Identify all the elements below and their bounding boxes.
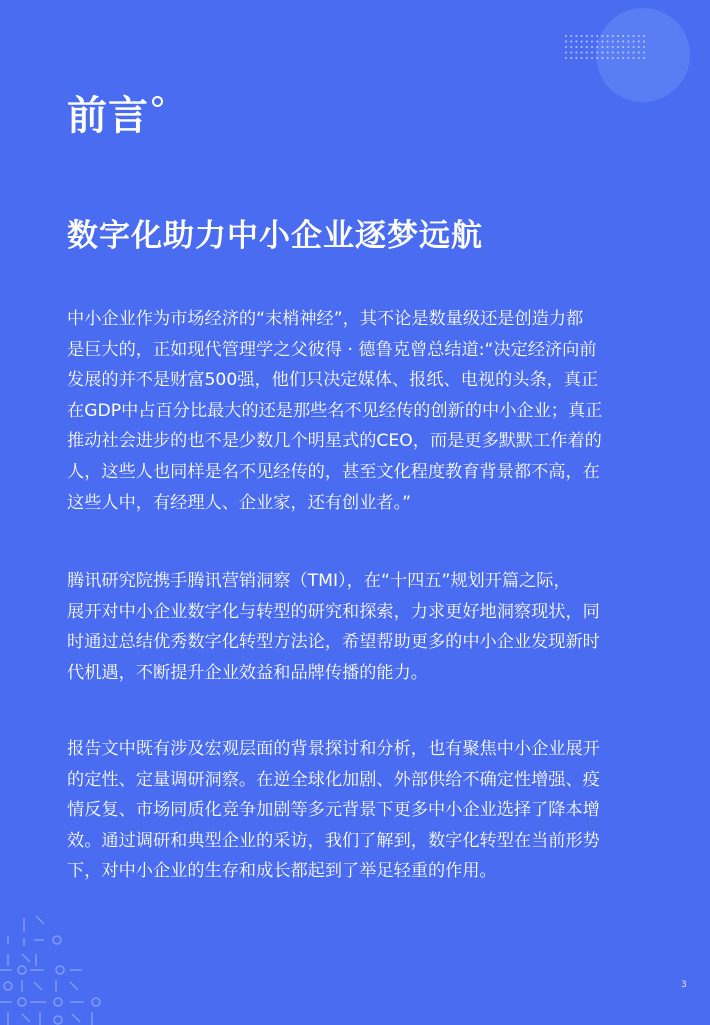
decorative-dot	[586, 52, 588, 54]
paragraph-line: 代机遇，不断提升企业效益和品牌传播的能力。	[67, 662, 428, 683]
decorative-dot	[596, 57, 598, 59]
decorative-dot	[627, 35, 629, 37]
decorative-dot	[586, 35, 588, 37]
decorative-dot	[570, 41, 572, 43]
decorative-dot	[633, 41, 635, 43]
decorative-dot	[612, 41, 614, 43]
decorative-dot	[575, 46, 577, 48]
decorative-dot	[627, 46, 629, 48]
decorative-dot	[575, 41, 577, 43]
paragraph-line: 的定性、定量调研洞察。在逆全球化加剧、外部供给不确定性增强、疫	[67, 769, 600, 790]
decorative-dot	[643, 52, 645, 54]
decorative-dot	[586, 41, 588, 43]
decorative-dot	[622, 41, 624, 43]
decorative-dot	[601, 52, 603, 54]
decorative-dot	[607, 46, 609, 48]
decorative-dot	[565, 41, 567, 43]
decorative-dot	[575, 52, 577, 54]
decorative-dot	[591, 57, 593, 59]
page-subtitle: 数字化助力中小企业逐梦远航	[67, 218, 483, 254]
paragraph-line: 时通过总结优秀数字化转型方法论，希望帮助更多的中小企业发现新时	[67, 632, 600, 653]
decorative-dot	[570, 46, 572, 48]
decorative-dot	[570, 35, 572, 37]
decorative-dot	[633, 57, 635, 59]
paragraph-3	[67, 734, 647, 887]
paragraph-line: 推动社会进步的也不是少数几个明星式的CEO，而是更多默默工作着的	[67, 431, 602, 452]
paragraph-line: 情反复、市场同质化竞争加剧等多元背景下更多中小企业选择了降本增	[67, 800, 600, 821]
decorative-dot	[638, 52, 640, 54]
decorative-dot	[612, 46, 614, 48]
decorative-dot	[622, 46, 624, 48]
decorative-dot	[565, 52, 567, 54]
decorative-dot	[633, 35, 635, 37]
title-ring-mark	[152, 96, 163, 107]
decorative-dot	[565, 46, 567, 48]
decorative-dot	[601, 35, 603, 37]
decorative-dot	[617, 41, 619, 43]
decorative-dot	[638, 46, 640, 48]
paragraph-line: 效。通过调研和典型企业的采访，我们了解到，数字化转型在当前形势	[67, 830, 600, 851]
decorative-dot	[570, 52, 572, 54]
decorative-dot	[591, 41, 593, 43]
decorative-dot	[643, 35, 645, 37]
decorative-line-pattern	[0, 910, 110, 1025]
decorative-dot	[565, 57, 567, 59]
decorative-dot	[638, 35, 640, 37]
decorative-dot	[617, 35, 619, 37]
decorative-dot	[581, 35, 583, 37]
page-number: 3	[681, 980, 687, 990]
decorative-dot	[633, 46, 635, 48]
decorative-dot	[622, 57, 624, 59]
decorative-dot	[627, 57, 629, 59]
decorative-dot	[622, 52, 624, 54]
page-title: 前言	[67, 93, 149, 139]
decorative-dot	[643, 46, 645, 48]
decorative-dot	[622, 35, 624, 37]
decorative-dot	[581, 41, 583, 43]
decorative-dot	[617, 46, 619, 48]
decorative-dot	[591, 46, 593, 48]
decorative-dot	[596, 46, 598, 48]
decorative-dot	[581, 57, 583, 59]
decorative-dot	[643, 41, 645, 43]
decorative-dot	[627, 52, 629, 54]
decorative-dot	[612, 52, 614, 54]
decorative-dot	[601, 46, 603, 48]
paragraph-line: 人，这些人也同样是名不见经传的，甚至文化程度教育背景都不高，在	[67, 461, 600, 482]
decorative-dot	[586, 57, 588, 59]
decorative-dot	[581, 46, 583, 48]
paragraph-line: 报告文中既有涉及宏观层面的背景探讨和分析，也有聚焦中小企业展开	[67, 739, 600, 759]
decorative-dot	[607, 52, 609, 54]
paragraph-line: 在GDP中占百分比最大的还是那些名不见经传的创新的中小企业；真正	[67, 400, 603, 421]
decorative-dot	[586, 46, 588, 48]
paragraph-line: 这些人中，有经理人、企业家，还有创业者。”	[67, 492, 412, 513]
decorative-dot	[565, 35, 567, 37]
paragraph-line: 发展的并不是财富500强，他们只决定媒体、报纸、电视的头条，真正	[67, 370, 599, 391]
decorative-dot	[575, 35, 577, 37]
paragraph-line: 展开对中小企业数字化与转型的研究和探索，力求更好地洞察现状，同	[67, 601, 600, 622]
decorative-dot	[607, 57, 609, 59]
paragraph-line: 腾讯研究院携手腾讯营销洞察（TMI），在“十四五”规划开篇之际，	[67, 571, 571, 591]
decorative-dot	[570, 57, 572, 59]
decorative-dot	[575, 57, 577, 59]
paragraph-line: 是巨大的，正如现代管理学之父彼得 · 德鲁克曾总结道:“决定经济向前	[67, 339, 597, 360]
decorative-dot	[633, 52, 635, 54]
decorative-dot	[617, 57, 619, 59]
decorative-dot	[591, 35, 593, 37]
decorative-dot	[638, 57, 640, 59]
paragraph-line: 下，对中小企业的生存和成长都起到了举足轻重的作用。	[67, 861, 497, 882]
decorative-dot	[596, 52, 598, 54]
paragraph-2	[67, 566, 647, 688]
decorative-dot	[591, 52, 593, 54]
decorative-dot	[581, 52, 583, 54]
decorative-dot	[607, 41, 609, 43]
decorative-dot	[643, 57, 645, 59]
decorative-dot	[638, 41, 640, 43]
decorative-dot	[617, 52, 619, 54]
decorative-dot	[607, 35, 609, 37]
paragraph-line: 中小企业作为市场经济的“末梢神经”，其不论是数量级还是创造力都	[67, 309, 584, 329]
decorative-dot	[596, 41, 598, 43]
decorative-dot	[612, 35, 614, 37]
paragraph-1	[67, 304, 647, 518]
decorative-dot	[596, 35, 598, 37]
decorative-dot	[627, 41, 629, 43]
decorative-dot	[601, 41, 603, 43]
decorative-dot	[601, 57, 603, 59]
decorative-dot	[612, 57, 614, 59]
